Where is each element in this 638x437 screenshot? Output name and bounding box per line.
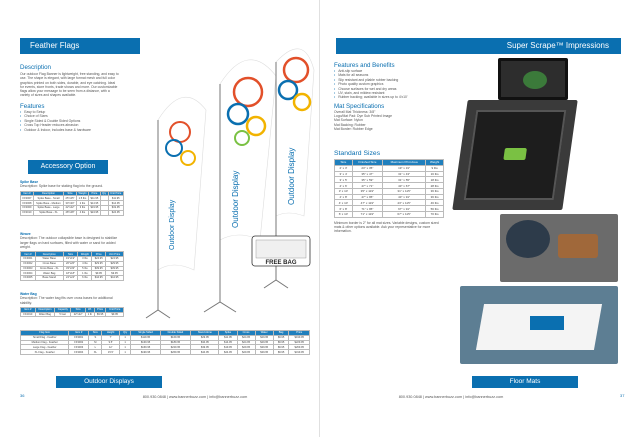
table-cell: Spike Base - Large: [33, 205, 63, 210]
table-row: [21, 276, 124, 281]
base-heading: Weave: [20, 232, 31, 236]
table-cell: 43" x 91": [383, 194, 426, 200]
table-cell: $19.95: [108, 205, 124, 210]
table-cell: 22"x22": [71, 312, 86, 317]
water-bag-table: [20, 307, 124, 318]
table-header: Item #: [21, 307, 36, 312]
table-header: Size: [335, 160, 353, 166]
table-cell: 71" x 119": [352, 212, 382, 218]
mat-photo-1: [498, 58, 568, 100]
table-cell: 23" x 35": [352, 165, 382, 171]
table-cell: $169.95: [160, 335, 191, 340]
table-cell: $11.95: [88, 196, 100, 201]
table-cell: 3 lbs: [78, 256, 92, 261]
table-cell: XL: [89, 350, 102, 355]
table-header: Description: [36, 252, 64, 257]
description-text: Our outdoor Flag Banner is lightweight, free standing, and easy to use. The shape is elegant, with large format mesh and full color graphics printed on both sides, durable, and eye catching. Ideal for events, store fronts, trade shows and more. Our customizable flags allow your message to be seen from a distance, with a variety of sizes and shapes available.: [20, 72, 119, 98]
table-cell: 1: [119, 335, 131, 340]
table-cell: Large Flag - Feather: [21, 345, 69, 350]
sizes-note: Minimum border is 2" for all mat sizes. Variable designs, custom sized mats & other options available. Ask your representative for more information.: [334, 220, 439, 234]
table-cell: Spike Base - Small: [33, 196, 63, 201]
table-cell: 31" x 43": [383, 171, 426, 177]
table-cell: [100, 210, 108, 215]
table-cell: FF3002: [69, 340, 89, 345]
table-cell: 35" x 59": [352, 177, 382, 183]
table-header: Unit Price: [106, 307, 124, 312]
feature-item: • Choice of Sizes: [20, 114, 120, 118]
table-cell: FF4003: [21, 266, 36, 271]
table-cell: 24"x24": [63, 276, 78, 281]
mat-photo-4: [460, 286, 618, 364]
table-header: Double Sided: [160, 331, 191, 336]
table-cell: FF4002: [21, 261, 36, 266]
features-list: [20, 110, 120, 132]
table-cell: $9.95: [273, 350, 289, 355]
table-cell: 6 lbs: [78, 276, 92, 281]
table-cell: 36 lbs: [426, 188, 444, 194]
table-cell: 3' x 4': [335, 171, 353, 177]
table-cell: 67" x 91": [383, 206, 426, 212]
table-cell: 1 lbs: [78, 271, 92, 276]
table-cell: FF3010: [21, 210, 34, 215]
table-header: Unit Price: [106, 252, 124, 257]
flag-2: [204, 60, 276, 312]
mat-specs-heading: Mat Specifications: [334, 102, 385, 110]
spec-item: Mat Surface: Nylon: [334, 118, 363, 123]
table-cell: 31" x 55": [383, 177, 426, 183]
features-heading: Features: [20, 103, 45, 110]
table-row: [335, 212, 444, 218]
table-cell: FF4004: [21, 271, 36, 276]
table-header: Description: [33, 191, 63, 196]
table-cell: 30"x30": [64, 201, 77, 206]
table-cell: L: [89, 345, 102, 350]
table-header: Item #: [69, 331, 89, 336]
table-cell: $29.95: [237, 350, 255, 355]
outdoor-displays-band: Outdoor Displays: [56, 376, 162, 388]
page-number: 36: [20, 393, 25, 398]
table-cell: Medium Flag - Feather: [21, 340, 69, 345]
flag-3-text: Outdoor Display: [287, 147, 296, 205]
table-row: [21, 210, 124, 215]
table-cell: $9.95: [273, 340, 289, 345]
table-header: Item #: [21, 252, 36, 257]
table-cell: FF3004: [69, 350, 89, 355]
spike-base-section: [20, 180, 124, 216]
table-header: Size: [89, 331, 102, 336]
table-cell: FF4010: [21, 312, 36, 317]
feather-flags-band: Feather Flags: [20, 38, 140, 54]
super-scrape-band: Super Scrape™ Impressions: [336, 38, 621, 54]
table-cell: 71" x 95": [352, 206, 382, 212]
table-cell: $269.95: [160, 350, 191, 355]
table-cell: $189.95: [160, 340, 191, 345]
spike-base-desc: Description: Spike base for staking flag into the ground.: [20, 184, 104, 189]
spike-base-heading: Spike Base: [20, 180, 39, 184]
table-cell: 4' x 8': [335, 194, 353, 200]
table-cell: $24.95: [90, 211, 99, 215]
page-number: 37: [620, 393, 625, 398]
table-cell: $44.95: [106, 276, 124, 281]
footer-contact: 800.930.0848 | www.bannerbuzz.com | info@bannerbuzz.com: [398, 395, 504, 399]
feather-flags-illustration: [128, 40, 318, 330]
table-cell: $139.95: [131, 340, 160, 345]
water-bag-heading: Water Bag: [20, 292, 37, 296]
base-desc: Description: The outdoor collapsible base is designed to stabilize larger flags on hard surfaces, filled with water or sand for added weight.: [20, 236, 118, 249]
table-cell: $9.95: [106, 312, 124, 317]
accessory-option-band: Accessory Option: [28, 160, 108, 174]
flag-pricing-table: [20, 330, 310, 355]
table-cell: 47" x 119": [352, 200, 382, 206]
spike-base-table: [20, 191, 124, 216]
table-cell: $39.95: [255, 345, 273, 350]
table-cell: Spike Base - XL: [33, 210, 63, 215]
feature-item: • Anti-slip surface: [334, 69, 430, 73]
table-cell: 67" x 115": [383, 212, 426, 218]
base-section: [20, 232, 124, 281]
table-cell: 1 lb: [85, 312, 94, 317]
table-cell: $199.95: [131, 350, 160, 355]
feature-item: • UV, stain, and mildew resistant: [334, 91, 430, 95]
table-cell: 6' x 10': [335, 212, 353, 218]
feature-item: • Slip resistant and pliable rubber backing: [334, 78, 430, 82]
table-cell: 1: [119, 350, 131, 355]
table-cell: 35" x 47": [352, 171, 382, 177]
table-cell: $14.95: [219, 340, 237, 345]
spec-item: Overall Mat Thickness: 3/8": [334, 109, 376, 114]
table-cell: $24.95: [106, 256, 124, 261]
table-cell: $9.95: [273, 335, 289, 340]
water-bag-section: [20, 292, 124, 317]
mat-photo-3: [500, 214, 618, 282]
table-header: Height: [102, 331, 119, 336]
table-cell: $199.95: [289, 335, 310, 340]
table-cell: $39.95: [191, 345, 219, 350]
standard-sizes-heading: Standard Sizes: [334, 150, 381, 157]
table-cell: 43" x 115": [383, 200, 426, 206]
table-header: Price: [92, 252, 106, 257]
floor-mats-band: Floor Mats: [472, 376, 578, 388]
table-cell: 46 lbs: [426, 200, 444, 206]
features-benefits-list: [334, 69, 430, 100]
table-cell: 56 lbs: [426, 206, 444, 212]
standard-sizes-section: [334, 150, 444, 234]
table-cell: 9 lbs: [426, 165, 444, 171]
table-cell: $29.95: [255, 335, 273, 340]
flag-2-text: Outdoor Display: [231, 170, 240, 228]
table-cell: 5 Gal.: [55, 312, 71, 317]
table-header: Wt.: [85, 307, 94, 312]
table-cell: 6' x 8': [335, 206, 353, 212]
table-cell: 9.5': [102, 340, 119, 345]
table-cell: $11.95: [108, 196, 124, 201]
feature-item: • Outdoor & Indoor, includes base & hardware: [20, 128, 120, 132]
table-cell: 3 lbs: [76, 205, 88, 210]
table-cell: $39.95: [255, 350, 273, 355]
table-cell: Small Flag - Feather: [21, 335, 69, 340]
table-header: Bag: [273, 331, 289, 336]
table-header: Flag Item: [21, 331, 69, 336]
table-cell: $44.95: [92, 276, 106, 281]
table-header: Weight: [426, 160, 444, 166]
standard-sizes-table: [334, 159, 444, 218]
table-cell: FF3008: [21, 201, 34, 206]
table-header: Size: [71, 307, 86, 312]
table-header: Capacity: [55, 307, 71, 312]
description-section: [20, 64, 120, 98]
table-header: Single Sided: [131, 331, 160, 336]
table-header: Weight: [78, 252, 92, 257]
table-header: Finished Size: [352, 160, 382, 166]
footer-contact: 800.930.0848 | www.bannerbuzz.com | info@bannerbuzz.com: [142, 395, 248, 399]
table-cell: $14.95: [90, 201, 99, 205]
table-cell: 7': [102, 335, 119, 340]
spec-item: Mat Backing: Rubber: [334, 122, 366, 127]
table-cell: Base Stand: [36, 276, 64, 281]
table-header: Maximum Print Area: [383, 160, 426, 166]
table-header: Weight: [78, 191, 87, 195]
table-cell: 43" x 67": [383, 183, 426, 189]
table-cell: 3' x 10': [335, 188, 353, 194]
table-header: Cross: [237, 331, 255, 336]
table-header: Spike: [219, 331, 237, 336]
table-cell: 1: [119, 345, 131, 350]
table-cell: $24.95: [92, 256, 106, 261]
free-bag-label: FREE BAG: [265, 260, 297, 266]
table-cell: $9.95: [273, 345, 289, 350]
table-cell: $169.95: [131, 345, 160, 350]
table-cell: FF3007: [21, 196, 34, 201]
table-cell: S: [89, 335, 102, 340]
flag-1: [146, 97, 206, 318]
table-cell: $44.95: [191, 350, 219, 355]
table-header: Water: [255, 331, 273, 336]
table-cell: 16 lbs: [426, 171, 444, 177]
table-cell: 19"x19": [63, 256, 78, 261]
table-cell: Cross Base - XL: [36, 266, 64, 271]
table-cell: 19" x 31": [383, 165, 426, 171]
table-cell: $9.95: [94, 312, 106, 317]
table-cell: 26"x26": [63, 261, 78, 266]
table-cell: 33"x33": [63, 266, 78, 271]
spec-item: Logo/Mat Pad: Dye Sub Printed Image: [334, 114, 393, 119]
table-cell: $29.95: [92, 261, 106, 266]
feature-item: • Rubber backing; available in sizes up to 4'x10': [334, 95, 430, 99]
table-cell: Cross Base: [36, 261, 64, 266]
mat-photo-2: [452, 100, 577, 210]
table-cell: 4 lbs: [78, 261, 92, 266]
table-cell: 28 lbs: [426, 183, 444, 189]
table-cell: FF3003: [69, 345, 89, 350]
table-cell: 47" x 71": [352, 183, 382, 189]
table-cell: 1.5 lbs: [76, 196, 88, 201]
table-cell: $9.95: [106, 271, 124, 276]
table-cell: Water Bag: [35, 312, 55, 317]
table-cell: M: [89, 340, 102, 345]
table-header: Size: [64, 191, 77, 196]
table-cell: XL Flag - Feather: [21, 350, 69, 355]
spec-item: Mat Border: Rubber Edge: [334, 127, 373, 132]
table-cell: $269.95: [289, 345, 310, 350]
table-cell: 35" x 119": [352, 188, 382, 194]
table-cell: Spike Base - Medium: [33, 201, 63, 206]
table-cell: 18"x18": [63, 271, 78, 276]
water-bag-desc: Description: The water bag fits over cross bases for additional stability.: [20, 296, 113, 305]
table-cell: 3' x 5': [335, 177, 353, 183]
table-cell: 48"x48": [64, 210, 77, 215]
table-cell: $119.95: [131, 335, 160, 340]
description-heading: Description: [20, 64, 51, 71]
table-header: Size: [63, 252, 78, 257]
table-cell: 15.5': [102, 350, 119, 355]
table-cell: 18 lbs: [426, 177, 444, 183]
table-cell: $39.95: [92, 266, 106, 271]
table-header: Price: [94, 307, 106, 312]
features-section: [20, 103, 120, 132]
table-cell: $24.95: [219, 350, 237, 355]
table-header: Item #: [21, 191, 34, 196]
table-cell: $29.95: [237, 345, 255, 350]
feature-item: • Mats for all seasons: [334, 73, 430, 77]
table-cell: 42"x42": [64, 205, 77, 210]
features-benefits-heading: Features and Benefits: [334, 62, 395, 69]
table-row: [21, 312, 124, 317]
table-row: [21, 350, 310, 355]
table-cell: $34.95: [191, 340, 219, 345]
table-header: Price: [289, 331, 310, 336]
feature-item: • Photo quality custom graphics: [334, 82, 430, 86]
table-cell: 2' x 3': [335, 165, 353, 171]
table-cell: FF3001: [69, 335, 89, 340]
table-cell: 2 lbs: [76, 201, 88, 206]
table-cell: Water Bag: [36, 271, 64, 276]
table-cell: 31" x 115": [383, 188, 426, 194]
table-header: Qty: [102, 191, 107, 195]
feature-item: • Choose surfaces for wet and dry areas: [334, 87, 430, 91]
table-cell: $24.95: [108, 210, 124, 215]
table-cell: 4' x 6': [335, 183, 353, 189]
table-cell: Water Base: [36, 256, 64, 261]
feature-item: • Single Sided & Double Sided Options: [20, 119, 120, 123]
table-cell: $24.95: [237, 335, 255, 340]
table-cell: 36 lbs: [426, 194, 444, 200]
table-cell: $29.95: [255, 340, 273, 345]
table-cell: $229.95: [160, 345, 191, 350]
table-header: Unit Price: [108, 191, 124, 196]
table-header: Description: [35, 307, 55, 312]
table-cell: $24.95: [237, 340, 255, 345]
feature-item: • Easy to Setup: [20, 110, 120, 114]
table-cell: $14.95: [108, 201, 124, 206]
table-cell: FF4001: [21, 256, 36, 261]
table-cell: $11.95: [219, 335, 237, 340]
table-header: Stand Alone: [191, 331, 219, 336]
table-header: Price: [88, 191, 100, 196]
base-table: [20, 251, 124, 281]
table-cell: $9.95: [92, 271, 106, 276]
table-cell: 12': [102, 345, 119, 350]
table-cell: 70 lbs: [426, 212, 444, 218]
flag-1-text: Outdoor Display: [169, 199, 176, 250]
table-cell: $19.95: [219, 345, 237, 350]
table-cell: 25"x25": [64, 196, 77, 201]
table-cell: 1: [119, 340, 131, 345]
table-cell: FF4005: [21, 276, 36, 281]
table-cell: 4 lbs: [76, 210, 88, 215]
table-cell: 5 lbs: [78, 266, 92, 271]
table-cell: 47" x 95": [352, 194, 382, 200]
table-cell: $29.95: [106, 261, 124, 266]
table-cell: $19.95: [90, 206, 99, 210]
table-cell: $319.95: [289, 350, 310, 355]
table-cell: FF3009: [21, 205, 34, 210]
free-bag-badge: [252, 236, 310, 266]
table-cell: $29.95: [191, 335, 219, 340]
features-benefits-section: [334, 62, 430, 131]
table-cell: $229.95: [289, 340, 310, 345]
table-header: Qty: [119, 331, 131, 336]
right-page: [319, 0, 638, 437]
table-cell: 4' x 10': [335, 200, 353, 206]
feature-item: • Cross Top Header reduces abrasion: [20, 123, 120, 127]
table-cell: $39.95: [106, 266, 124, 271]
